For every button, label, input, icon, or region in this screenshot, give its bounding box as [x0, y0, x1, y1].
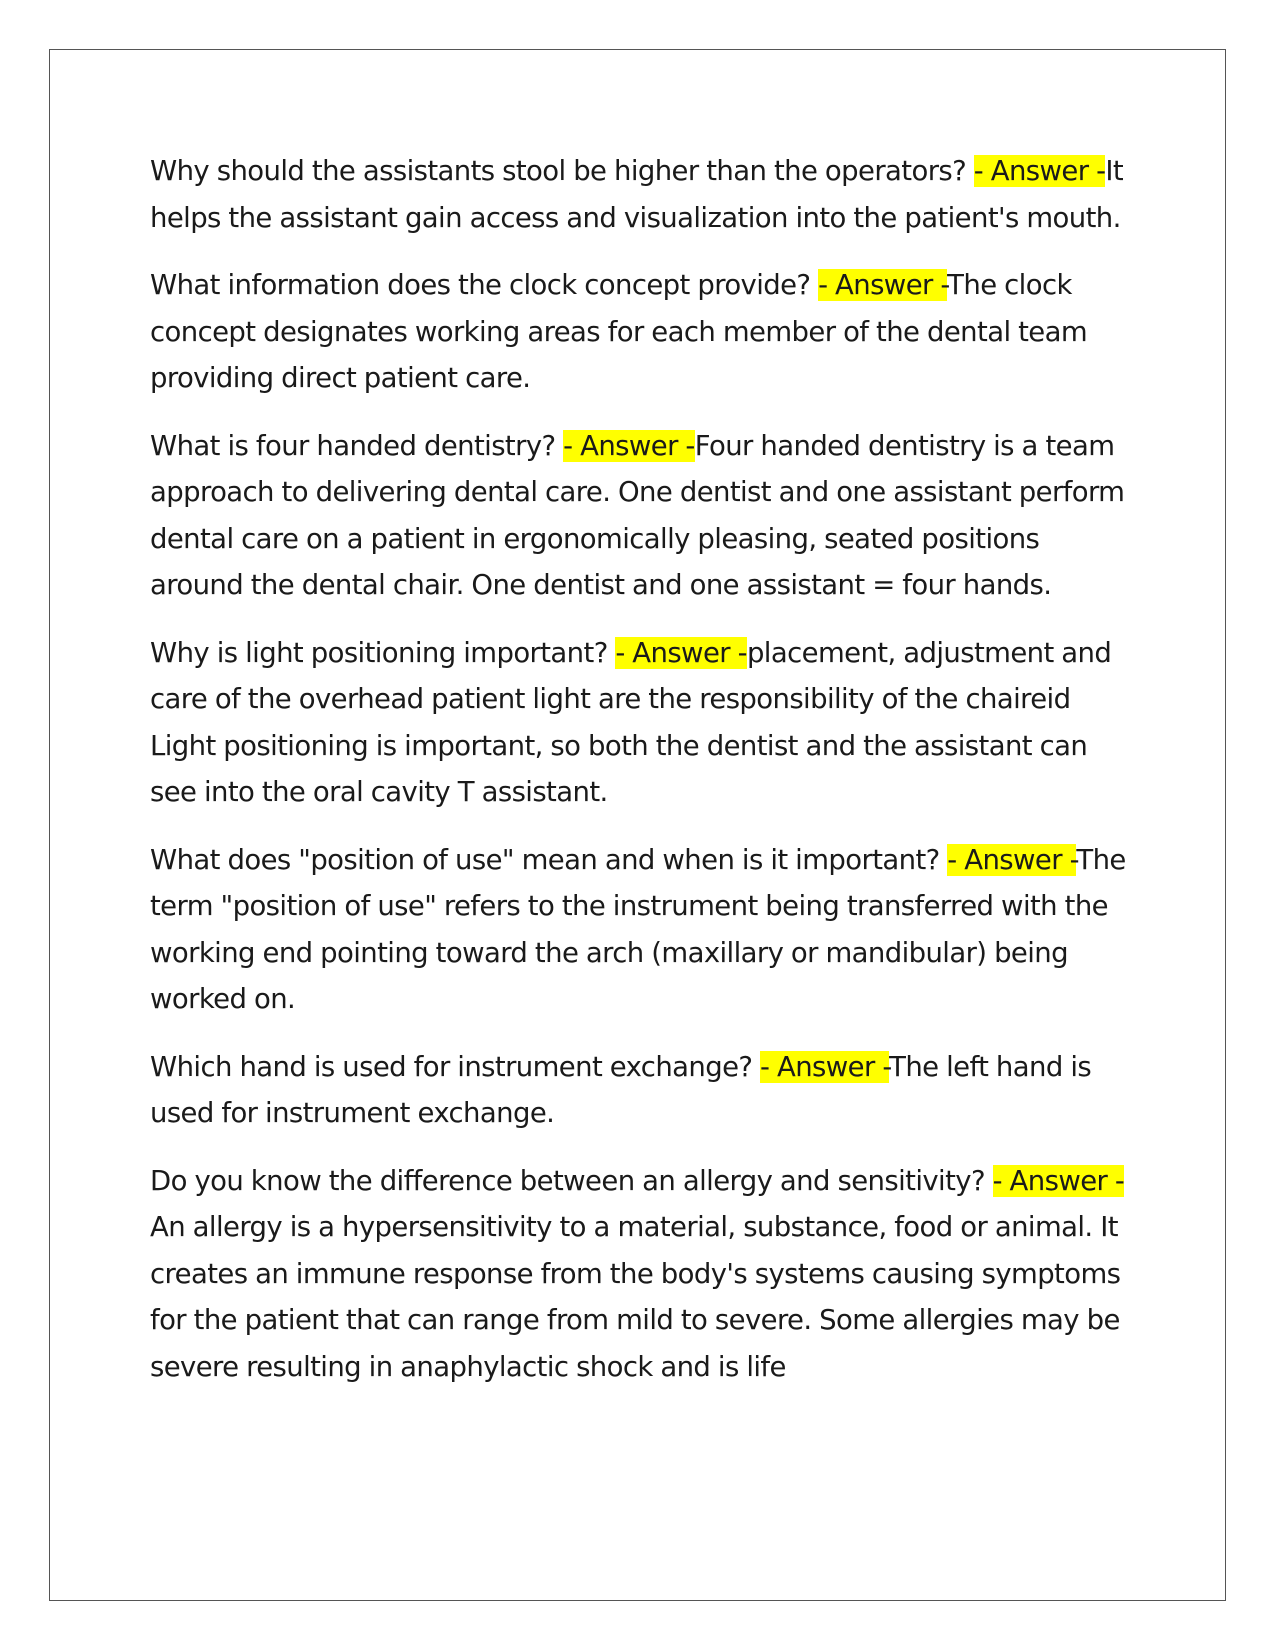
- answer-text: The term "position of use" refers to the instrument being transferred with the working end pointing toward the arch (maxillary or mandibular) being worked on.: [150, 843, 1126, 1015]
- qa-item: [150, 837, 1130, 1023]
- qa-item: [150, 1158, 1130, 1391]
- answer-marker: - Answer -: [563, 429, 695, 462]
- question-text: What does "position of use" mean and when is it important?: [150, 843, 948, 876]
- question-text: Why should the assistants stool be higher than the operators?: [150, 155, 974, 187]
- qa-item: [150, 148, 1130, 241]
- document-body: [150, 148, 1130, 1411]
- answer-marker: - Answer -: [992, 1164, 1124, 1197]
- answer-marker: - Answer -: [973, 155, 1106, 187]
- question-text: Do you know the difference between an allergy and sensitivity?: [150, 1164, 993, 1197]
- answer-text: The clock concept designates working areas for each member of the dental team providing direct patient care.: [150, 269, 1088, 394]
- answer-text: It helps the assistant gain access and visualization into the patient's mouth.: [150, 155, 1124, 234]
- answer-marker: - Answer -: [818, 269, 948, 301]
- answer-marker: - Answer -: [760, 1050, 890, 1083]
- answer-text: Four handed dentistry is a team approach to delivering dental care. One dentist and one assistant perform dental care on a patient in ergonomically pleasing, seated positions around the dental chair. One dentist and one assistant = four hands.: [150, 429, 1125, 601]
- qa-item: [150, 630, 1130, 816]
- answer-text: placement, adjustment and care of the overhead patient light are the responsibility of the chaireid Light positioning is important, so both the dentist and the assistant can see into the oral cavity T assistant.: [150, 636, 1112, 808]
- answer-marker: - Answer -: [947, 843, 1077, 876]
- answer-marker: - Answer -: [615, 636, 747, 669]
- qa-item: [150, 423, 1130, 609]
- question-text: Which hand is used for instrument exchange?: [150, 1050, 761, 1083]
- qa-item: [150, 262, 1130, 402]
- qa-item: [150, 1044, 1130, 1137]
- question-text: Why is light positioning important?: [150, 636, 616, 669]
- answer-text: The left hand is used for instrument exchange.: [150, 1050, 1092, 1129]
- question-text: What information does the clock concept provide?: [150, 269, 819, 301]
- answer-text: An allergy is a hypersensitivity to a material, substance, food or animal. It creates an immune response from the body's systems causing symptoms for the patient that can range from mild to severe. Some allergies may be severe resulting in anaphylactic shock and is life: [150, 1211, 1121, 1383]
- question-text: What is four handed dentistry?: [150, 429, 564, 462]
